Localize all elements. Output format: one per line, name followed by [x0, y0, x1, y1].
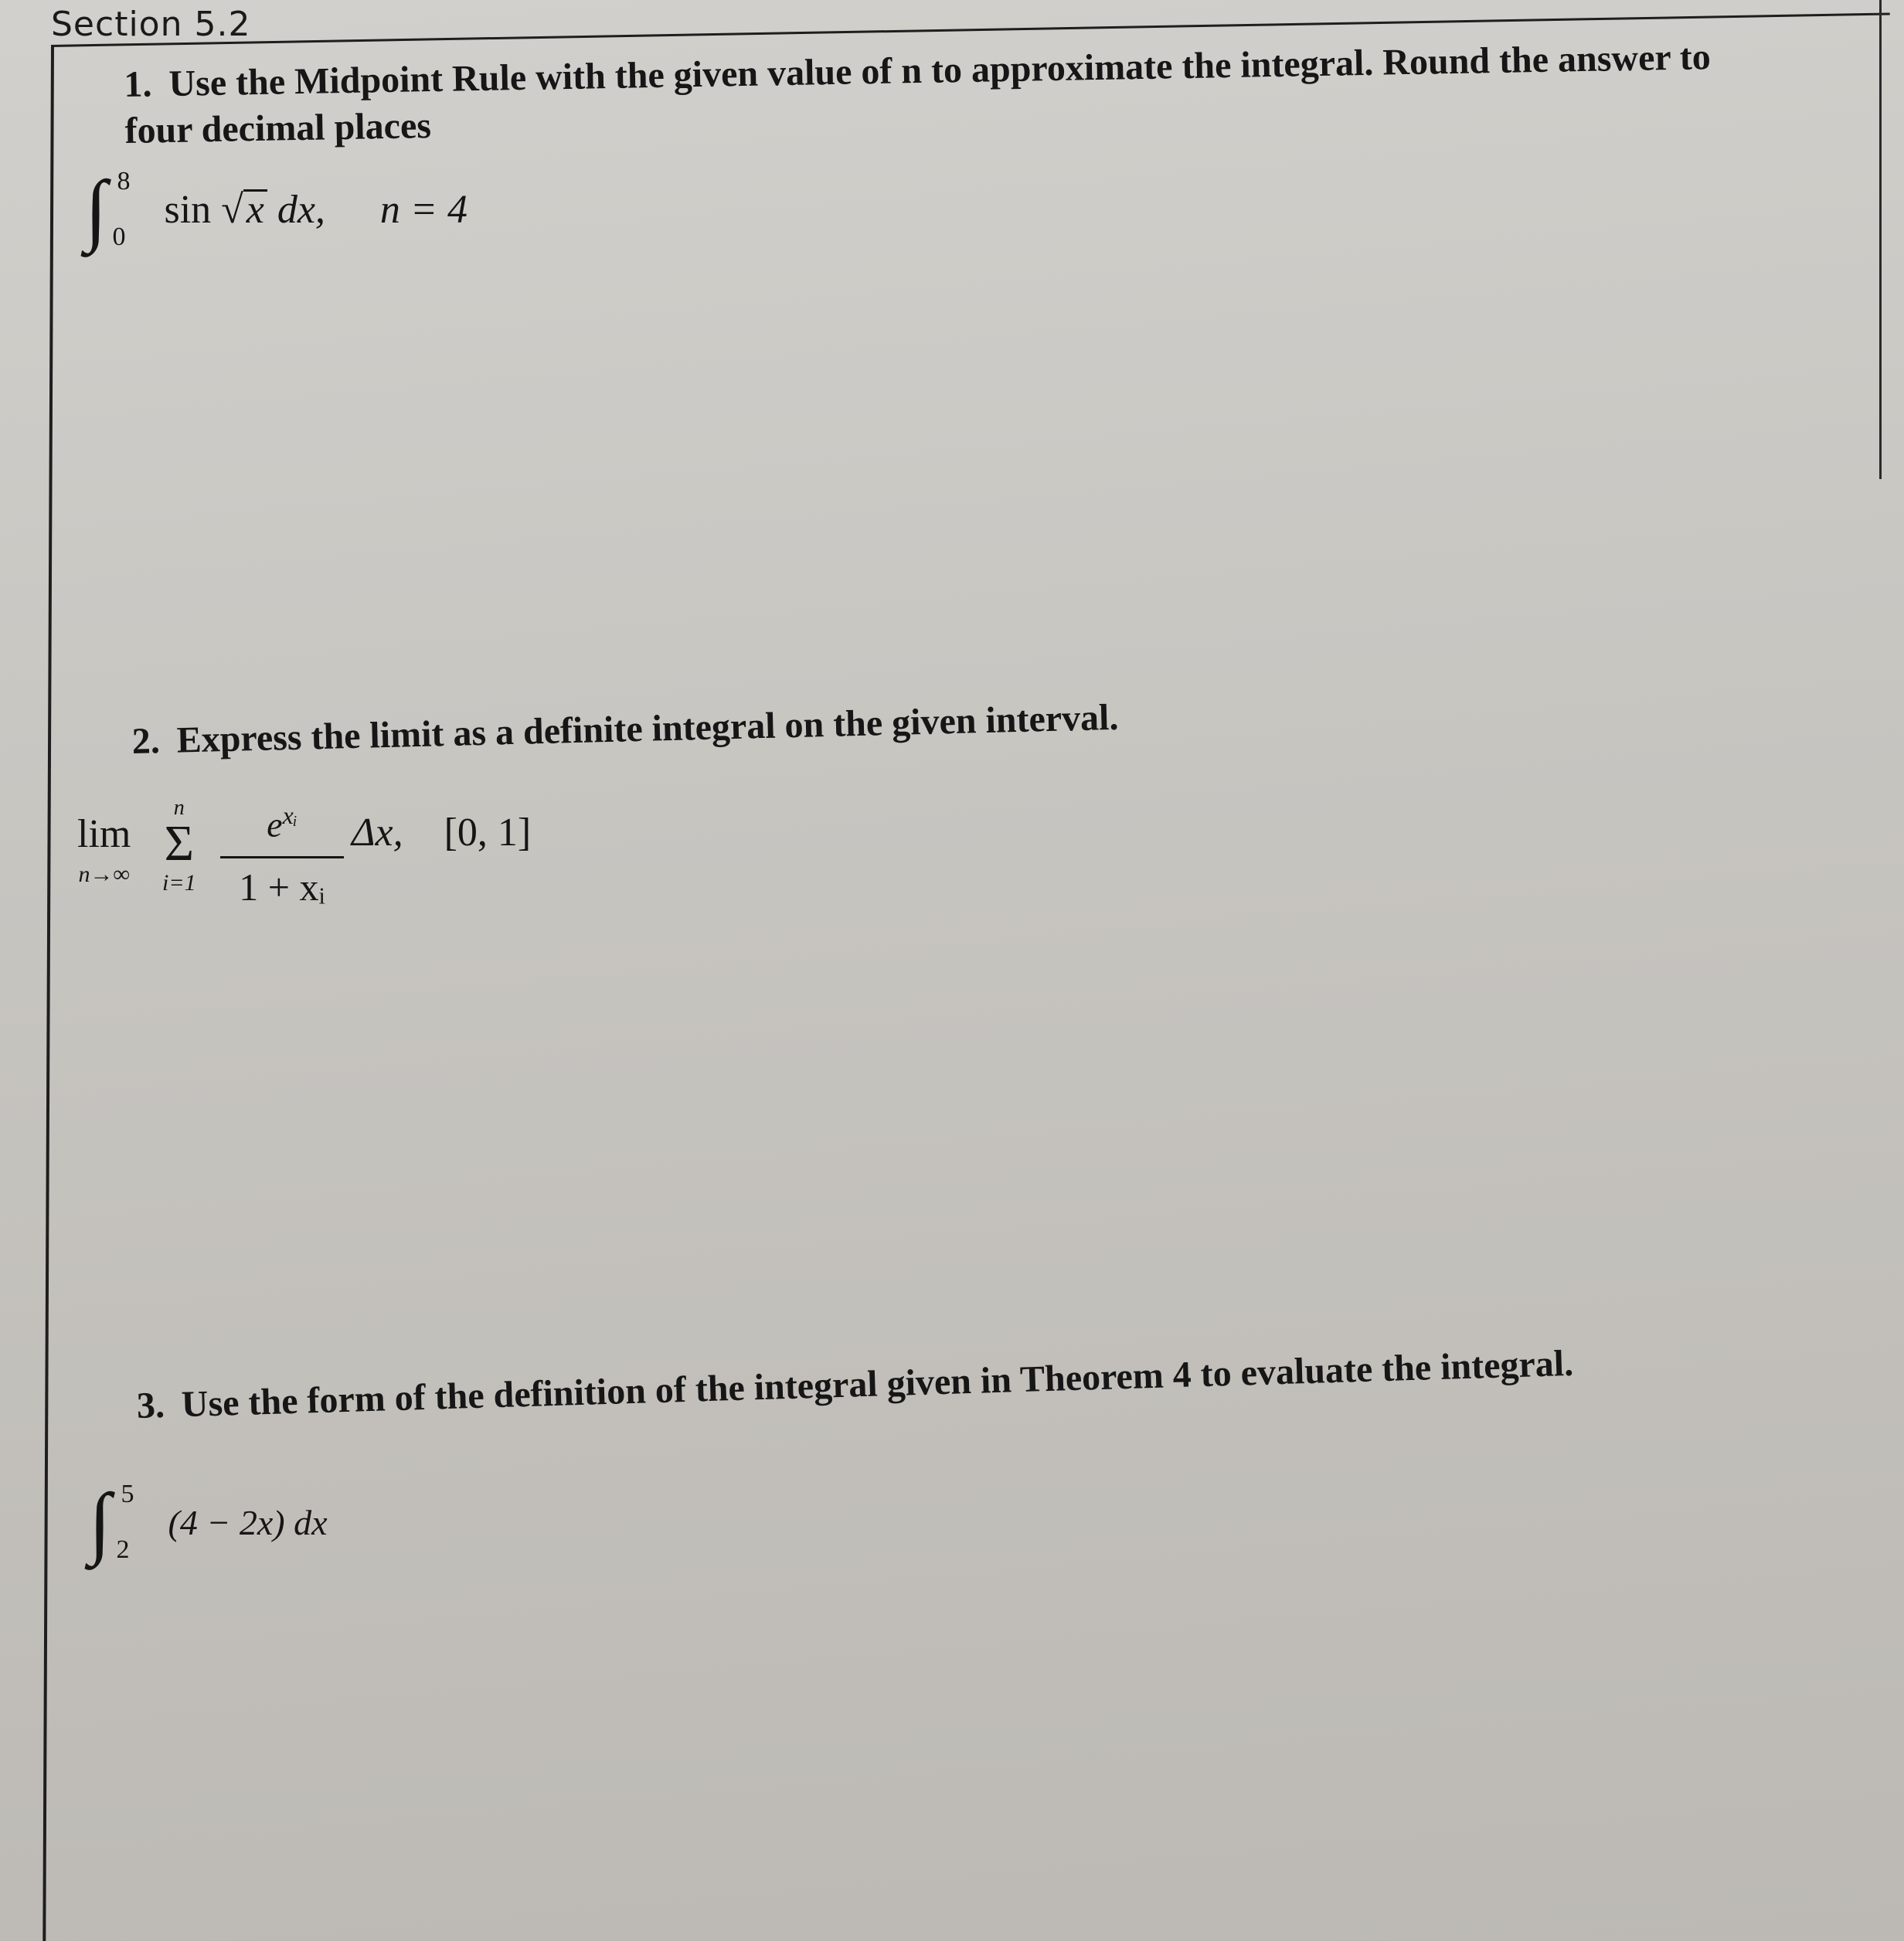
sigma-icon: Σ: [164, 815, 194, 872]
summation: [162, 796, 196, 896]
numerator: [220, 788, 344, 852]
lower-limit: 2: [116, 1535, 130, 1564]
limit-tail: [352, 810, 531, 855]
question-text: Express the limit as a definite integral on the given interval.: [176, 696, 1120, 761]
numerator-base: e: [267, 804, 283, 845]
n-value: n = 4: [379, 187, 468, 232]
integrand: (4 − 2x) dx: [168, 1502, 328, 1542]
limit-expression: [77, 788, 618, 927]
page-border-left: [42, 45, 54, 1941]
question-1: [124, 33, 1779, 155]
upper-limit: 8: [117, 167, 131, 195]
sum-lower-index: i=1: [162, 870, 196, 896]
upper-limit: 5: [121, 1480, 134, 1508]
question-number: 1.: [124, 63, 152, 105]
sum-upper-index: n: [173, 796, 185, 820]
lim-word: lim: [77, 812, 131, 856]
integral-sign-icon: ∫: [89, 1477, 111, 1566]
numerator-exponent: xᵢ: [282, 801, 298, 829]
question-number: 2.: [131, 720, 161, 762]
denominator: 1 + xᵢ: [239, 865, 325, 909]
interval: [0, 1]: [444, 811, 532, 855]
limit-operator: [77, 811, 131, 888]
integral-limits: [112, 167, 144, 252]
question-2: [131, 690, 1291, 765]
integral-sign-icon: ∫: [85, 165, 107, 253]
delta-x: Δx,: [352, 811, 403, 855]
function-name: sin: [164, 187, 212, 232]
question-3: [136, 1335, 1760, 1429]
integral-limits: [116, 1480, 148, 1565]
integral-expression-3: [89, 1477, 328, 1566]
question-number: 3.: [136, 1384, 165, 1426]
page-border-right: [1879, 0, 1882, 479]
question-text: Use the Midpoint Rule with the given value of n to approximate the integral. Round the answer to four decimal places: [124, 36, 1712, 151]
integral-expression-1: [85, 167, 468, 252]
differential: dx,: [277, 187, 325, 232]
lower-limit: 0: [112, 223, 126, 251]
question-text: Use the form of the definition of the integral given in Theorem 4 to evaluate the integral.: [181, 1342, 1574, 1426]
section-title: Section 5.2: [51, 5, 251, 44]
radicand: x: [243, 189, 267, 229]
integrand: [165, 188, 468, 232]
fraction-bar: [220, 856, 344, 858]
lim-subscript: n→∞: [78, 862, 130, 887]
fraction: [220, 788, 344, 911]
sqrt-symbol-icon: √: [221, 187, 243, 232]
